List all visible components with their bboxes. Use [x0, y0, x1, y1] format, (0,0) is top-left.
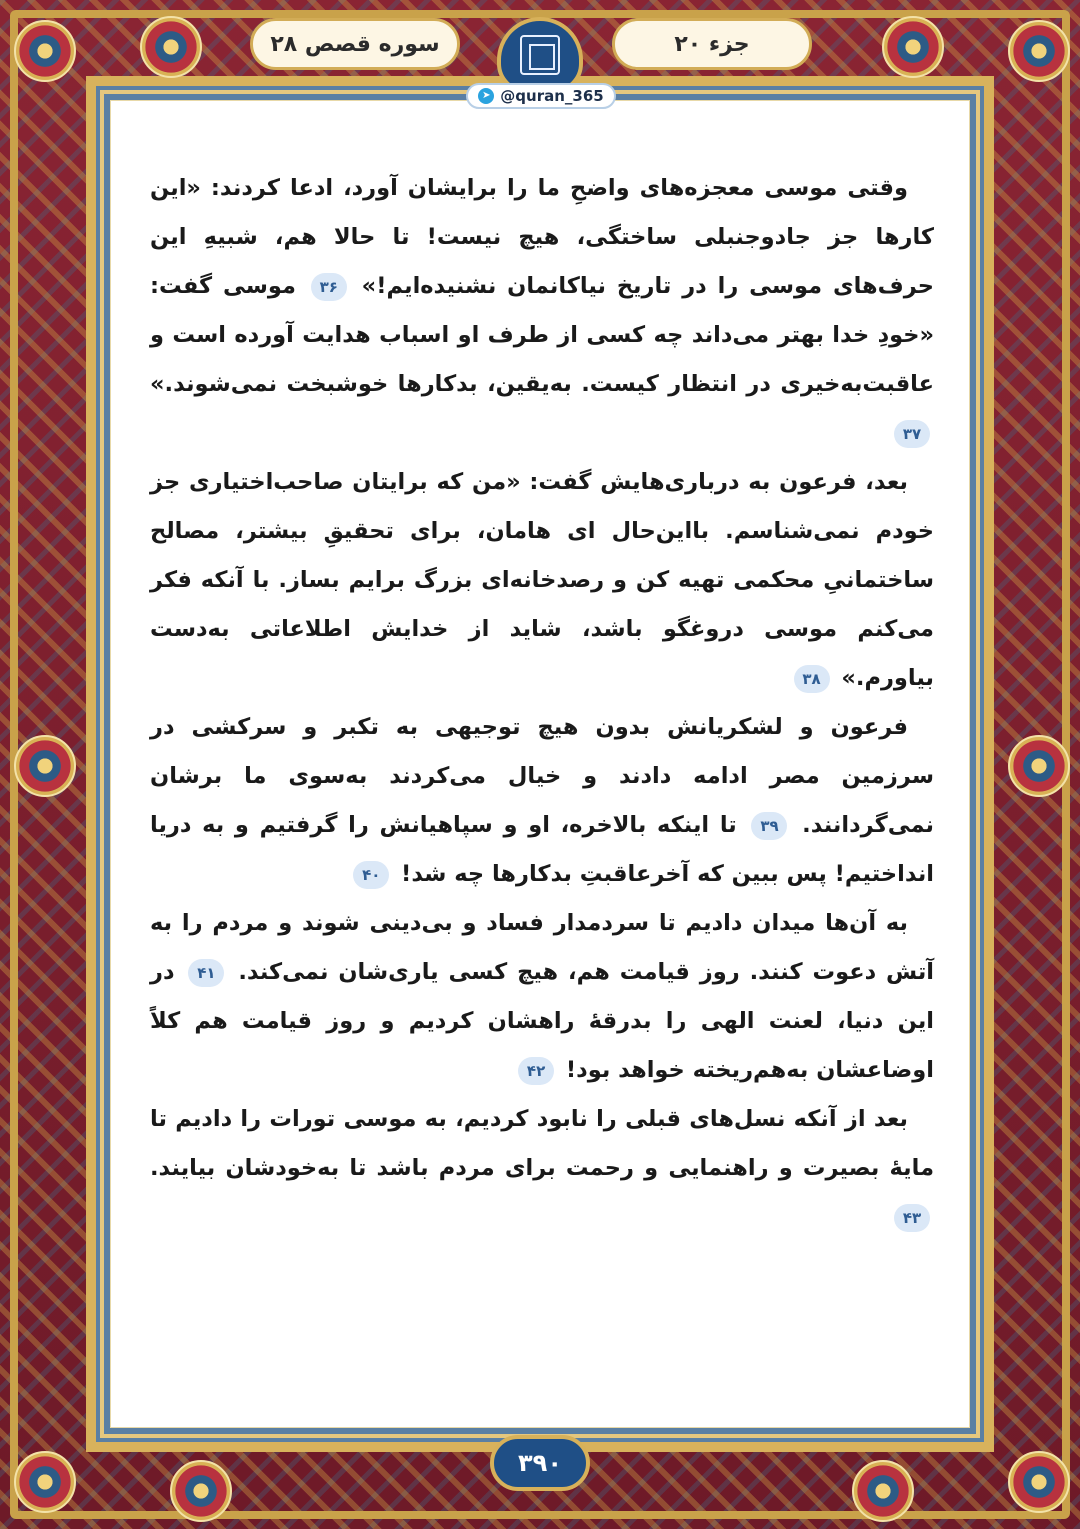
corner-medallion — [140, 16, 202, 78]
paragraph — [150, 1095, 934, 1242]
quran-emblem-icon — [497, 17, 583, 93]
ayah-number-badge: ۴۱ — [188, 959, 224, 987]
juz-label: جزء ۲۰ — [612, 18, 812, 70]
verse-text: در این دنیا، لعنت الهی را بدرقهٔ راهشان کردیم و روز قیامت هم کلاً اوضاعشان به‌هم‌ریخته خواهد بود! — [150, 959, 934, 1083]
corner-medallion — [1008, 1451, 1070, 1513]
surah-label: سوره قصص ۲۸ — [250, 18, 460, 70]
ayah-number-badge: ۳۸ — [794, 665, 830, 693]
corner-medallion — [14, 1451, 76, 1513]
channel-handle-text: @quran_365 — [500, 87, 604, 105]
paragraph — [150, 703, 934, 899]
channel-handle-badge[interactable] — [466, 83, 616, 109]
verse-text: بعد، فرعون به درباری‌هایش گفت: «من که برایتان صاحب‌اختیاری جز خودم نمی‌شناسم. بااین‌حال ای هامان، برای تحقیقِ بیشتر، مصالح ساختمانیِ محکمی تهیه کن و رصدخانه‌ای بزرگ برایم بساز. با آنکه فکر می‌کنم موسی دروغگو باشد، شاید از خدایش اطلاعاتی به‌دست بیاورم.» — [150, 469, 934, 691]
ayah-number-badge: ۴۳ — [894, 1204, 930, 1232]
verse-text: تا اینکه بالاخره، او و سپاهیانش را گرفتیم و به دریا انداختیم! پس ببین که آخرعاقبتِ بدکارها چه شد! — [150, 812, 934, 887]
telegram-icon: ➤ — [478, 88, 494, 104]
bottom-medallion — [170, 1460, 232, 1522]
corner-medallion — [14, 20, 76, 82]
ayah-number-badge: ۳۹ — [751, 812, 787, 840]
emblem-square-icon — [520, 35, 560, 75]
verse-text: موسی گفت: «خودِ خدا بهتر می‌داند چه کسی از طرف او اسباب هدایت آورده است و عاقبت‌به‌خیری در انتظار کیست. به‌یقین، بدکارها خوشبخت نمی‌شوند.» — [150, 273, 934, 397]
corner-medallion — [882, 16, 944, 78]
ayah-number-badge: ۴۲ — [518, 1057, 554, 1085]
paragraph — [150, 164, 934, 458]
side-medallion — [14, 735, 76, 797]
side-medallion — [1008, 735, 1070, 797]
corner-medallion — [1008, 20, 1070, 82]
verse-text: بعد از آنکه نسل‌های قبلی را نابود کردیم، به موسی تورات را دادیم تا مایهٔ بصیرت و راهنمایی و رحمت برای مردم باشد تا به‌خودشان بیایند. — [150, 1106, 934, 1181]
bottom-medallion — [852, 1460, 914, 1522]
ayah-number-badge: ۳۷ — [894, 420, 930, 448]
verse-text: وقتی موسی معجزه‌های واضحِ ما را برایشان آورد، ادعا کردند: «این کارها جز جادوجنبلی ساختگی، هیچ نیست! تا حالا هم، شبیهِ این حرف‌های موسی را در تاریخ نیاکانمان نشنیده‌ایم!» — [150, 175, 934, 299]
paragraph — [150, 899, 934, 1095]
ayah-number-badge: ۴۰ — [353, 861, 389, 889]
verse-text: به آن‌ها میدان دادیم تا سردمدار فساد و بی‌دینی شوند و مردم را به آتش دعوت کنند. روز قیامت هم، هیچ کسی یاری‌شان نمی‌کند. — [150, 910, 934, 985]
ayah-number-badge: ۳۶ — [311, 273, 347, 301]
translation-text — [150, 164, 934, 1242]
verse-text: فرعون و لشکریانش بدون هیچ توجیهی به تکبر و سرکشی در سرزمین مصر ادامه دادند و خیال می‌کردند به‌سوی ما برشان نمی‌گردانند. — [150, 714, 935, 838]
paragraph — [150, 458, 934, 703]
page-number: ۳۹۰ — [490, 1435, 590, 1491]
